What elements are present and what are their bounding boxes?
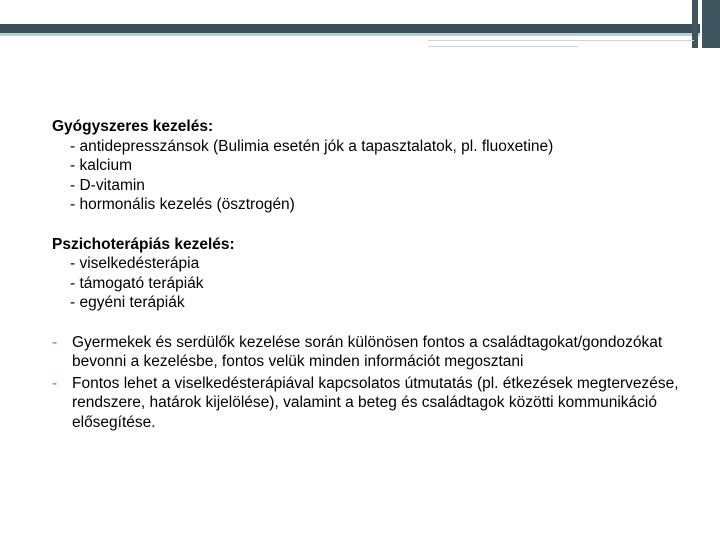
list-item: - hormonális kezelés (ösztrogén) <box>70 196 295 213</box>
section-heading: Gyógyszeres kezelés: <box>52 118 214 135</box>
list-item: - D-vitamin <box>70 176 145 194</box>
bullet-item <box>52 333 692 372</box>
list-item: - viselkedésterápia <box>70 255 200 272</box>
bullet-marker: - <box>52 374 58 392</box>
header-accent-block <box>700 0 720 48</box>
decorative-line-short <box>428 46 578 47</box>
bullet-text: Fontos lehet a viselkedésterápiával kapcsolatos útmutatás (pl. étkezések megtervezése, rendszere, határok kijelölése), valamint a beteg és családtagok közötti kommunikáció elősegítése. <box>72 374 679 431</box>
bullet-marker: - <box>52 333 58 351</box>
list-item: - kalcium <box>70 157 133 174</box>
header-background <box>0 0 720 24</box>
bullet-text: Gyermekek és serdülők kezelése során különösen fontos a családtagokat/gondozókat bevonni a kezelésbe, fontos velük minden információt megosztani <box>72 333 663 370</box>
header-light-stripe <box>0 33 720 36</box>
bullet-list <box>52 333 692 433</box>
list-item: - támogató terápiák <box>70 274 204 292</box>
bullet-item <box>52 374 692 433</box>
list-item: - egyéni terápiák <box>70 294 185 311</box>
list-item: - antidepresszánsok (Bulimia esetén jók a tapasztalatok, pl. fluoxetine) <box>70 137 554 155</box>
section-psychotherapy <box>52 235 692 313</box>
section-medication <box>52 117 692 215</box>
section-heading: Pszichoterápiás kezelés: <box>52 235 235 253</box>
decorative-line <box>428 40 694 41</box>
slide-content <box>52 117 692 434</box>
header-dark-stripe <box>0 24 720 33</box>
